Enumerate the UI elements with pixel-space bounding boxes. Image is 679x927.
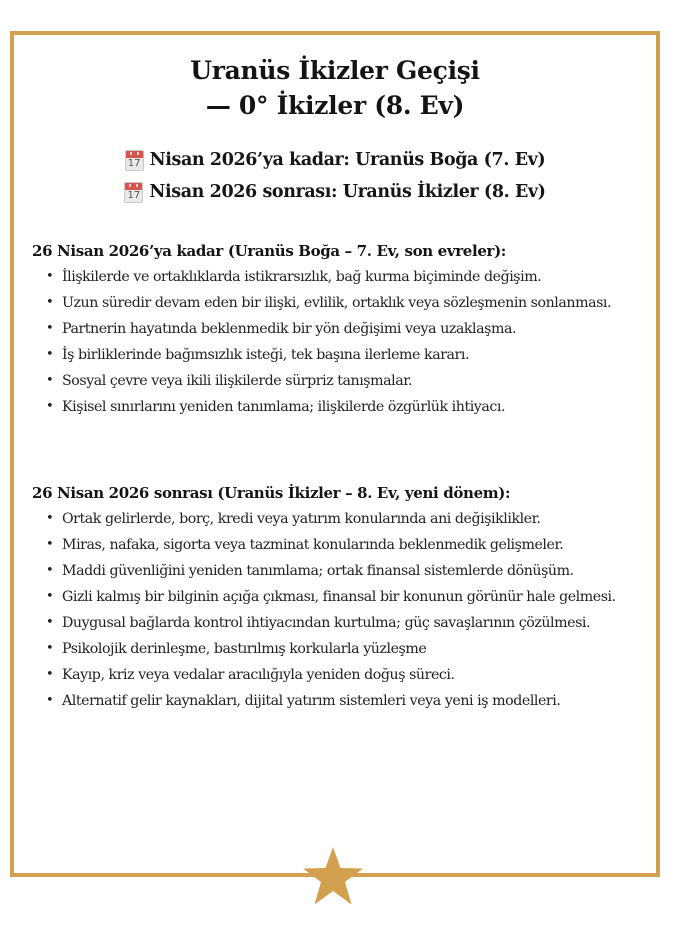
list-item: • Duygusal bağlarda kontrol ihtiyacından kurtulma; güç savaşlarının çözülmesi. bbox=[32, 610, 632, 636]
bullet-icon: • bbox=[46, 615, 54, 630]
list-item: • Kişisel sınırlarını yeniden tanımlama; ilişkilerde özgürlük ihtiyacı. bbox=[32, 394, 632, 420]
bullet-icon: • bbox=[46, 641, 54, 656]
bullet-icon: • bbox=[46, 269, 54, 284]
subtitle-until-april bbox=[14, 144, 656, 176]
subtitle-text: Nisan 2026 sonrası: Uranüs İkizler (8. Ev) bbox=[149, 182, 546, 202]
bullet-icon: • bbox=[46, 693, 54, 708]
bullet-icon: • bbox=[46, 399, 54, 414]
bullet-list bbox=[32, 264, 646, 420]
list-item: • Alternatif gelir kaynakları, dijital yatırım sistemleri veya yeni iş modelleri. bbox=[32, 688, 632, 714]
list-item: • İlişkilerde ve ortaklıklarda istikrarsızlık, bağ kurma biçiminde değişim. bbox=[32, 264, 632, 290]
subtitle-text: Nisan 2026’ya kadar: Uranüs Boğa (7. Ev) bbox=[149, 150, 546, 170]
bullet-icon: • bbox=[46, 563, 54, 578]
list-item: • Partnerin hayatında beklenmedik bir yön değişimi veya uzaklaşma. bbox=[32, 316, 632, 342]
star-icon bbox=[302, 846, 364, 906]
bullet-icon: • bbox=[46, 321, 54, 336]
list-item: • Ortak gelirlerde, borç, kredi veya yatırım konularında ani değişiklikler. bbox=[32, 506, 632, 532]
section-heading: 26 Nisan 2026 sonrası (Uranüs İkizler – 8. Ev, yeni dönem): bbox=[32, 484, 511, 502]
list-item: • Sosyal çevre veya ikili ilişkilerde sürpriz tanışmalar. bbox=[32, 368, 632, 394]
content-frame bbox=[10, 31, 660, 877]
list-item: • Uzun süredir devam eden bir ilişki, evlilik, ortaklık veya sözleşmenin sonlanması. bbox=[32, 290, 632, 316]
bullet-list bbox=[32, 506, 646, 714]
section-heading: 26 Nisan 2026’ya kadar (Uranüs Boğa – 7. Ev, son evreler): bbox=[32, 242, 506, 260]
bullet-icon: • bbox=[46, 589, 54, 604]
title-line-2: — 0° İkizler (8. Ev) bbox=[205, 91, 465, 120]
calendar-icon: 17 bbox=[125, 150, 144, 171]
page-title bbox=[14, 53, 656, 123]
title-line-1: Uranüs İkizler Geçişi bbox=[190, 56, 480, 85]
list-item: • Psikolojik derinleşme, bastırılmış korkularla yüzleşme bbox=[32, 636, 632, 662]
bullet-icon: • bbox=[46, 295, 54, 310]
date-subtitles bbox=[14, 144, 656, 208]
list-item: • Kayıp, kriz veya vedalar aracılığıyla yeniden doğuş süreci. bbox=[32, 662, 632, 688]
bullet-icon: • bbox=[46, 667, 54, 682]
bullet-icon: • bbox=[46, 511, 54, 526]
calendar-icon: 17 bbox=[124, 182, 143, 203]
list-item: • Gizli kalmış bir bilginin açığa çıkması, finansal bir konunun görünür hale gelmesi. bbox=[32, 584, 632, 610]
bullet-icon: • bbox=[46, 537, 54, 552]
list-item: • Miras, nafaka, sigorta veya tazminat konularında beklenmedik gelişmeler. bbox=[32, 532, 632, 558]
list-item: • Maddi güvenliğini yeniden tanımlama; ortak finansal sistemlerde dönüşüm. bbox=[32, 558, 632, 584]
bullet-icon: • bbox=[46, 373, 54, 388]
section-after-april bbox=[32, 480, 646, 714]
section-until-april bbox=[32, 238, 646, 420]
bullet-icon: • bbox=[46, 347, 54, 362]
list-item: • İş birliklerinde bağımsızlık isteği, tek başına ilerleme kararı. bbox=[32, 342, 632, 368]
subtitle-after-april bbox=[14, 176, 656, 208]
